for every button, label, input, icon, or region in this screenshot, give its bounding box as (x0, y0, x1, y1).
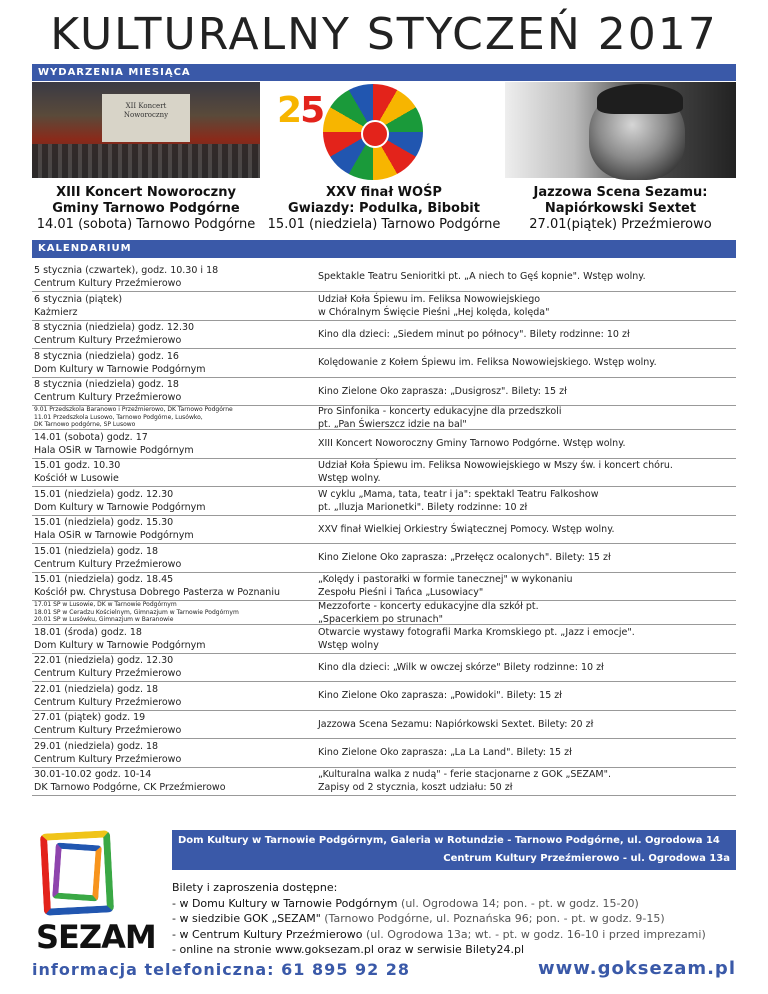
event-description-line: Kino Zielone Oko zaprasza: „La La Land". Bilety: 15 zł (318, 747, 572, 759)
event-when-line: Dom Kultury w Tarnowie Podgórnym (34, 639, 206, 651)
event-when-line: Centrum Kultury Przeźmierowo (34, 558, 182, 570)
event-when-line: 8 stycznia (niedziela) godz. 16 (34, 350, 179, 362)
phone-info: informacja telefoniczna: 61 895 92 28 (32, 960, 411, 979)
concert-photo (32, 82, 260, 178)
event-when-where (32, 624, 314, 654)
event-description (314, 270, 736, 283)
event-when-line: Centrum Kultury Przeźmierowo (34, 696, 182, 708)
event-when-line: Dom Kultury w Tarnowie Podgórnym (34, 363, 206, 375)
footer (32, 960, 736, 984)
event-when-where (32, 376, 314, 406)
event-when-where (32, 571, 314, 601)
event-when-line: 8 stycznia (niedziela) godz. 12.30 (34, 322, 195, 334)
event-description-line: Kino Zielone Oko zaprasza: „Dusigrosz". Bilety: 15 zł (318, 385, 567, 397)
event-description (314, 437, 736, 450)
event-when-where (32, 599, 314, 626)
event-when-line: Kościół w Lusowie (34, 473, 119, 485)
event-when-line: Dom Kultury w Tarnowie Podgórnym (34, 501, 206, 513)
event-when-where (32, 457, 314, 487)
event-when-line: 29.01 (niedziela) godz. 18 (34, 740, 159, 752)
tickets-item: - online na stronie www.goksezam.pl oraz w serwisie Bilety24.pl (172, 943, 525, 956)
calendar-row (32, 654, 736, 683)
event-description (314, 661, 736, 674)
event-when-where (32, 262, 314, 292)
event-when-line: 15.01 (niedziela) godz. 12.30 (34, 488, 174, 500)
event-when-line: Centrum Kultury Przeźmierowo (34, 725, 182, 737)
event-description-line: Kino Zielone Oko zaprasza: „Powidoki". Bilety: 15 zł (318, 690, 562, 702)
event-description-line: Jazzowa Scena Sezamu: Napiórkowski Sextet. Bilety: 20 zł (318, 718, 594, 730)
event-when-line: 9.01 Przedszkola Baranowo i Przeźmierowo, DK Tarnowo Podgórne (34, 406, 233, 414)
event-when-where (32, 348, 314, 378)
event-when-line: 15.01 (niedziela) godz. 15.30 (34, 517, 174, 529)
event-when-line: 6 stycznia (piątek) (34, 293, 123, 305)
event-when-line: 15.01 (niedziela) godz. 18.45 (34, 574, 174, 586)
event-when-line: Każmierz (34, 306, 78, 318)
event-description-line: Mezzoforte - koncerty edukacyjne dla szkół pt. (318, 600, 539, 612)
calendar-row (32, 292, 736, 321)
event-when-line: Centrum Kultury Przeźmierowo (34, 668, 182, 680)
event-when-line: 27.01 (piątek) godz. 19 (34, 712, 146, 724)
event-description-line: w Chóralnym Święcie Pieśni „Hej kolęda, kolęda" (318, 306, 550, 318)
event-description (314, 328, 736, 341)
page-title: KULTURALNY STYCZEŃ 2017 (50, 9, 718, 60)
logo-text: SEZAM (36, 918, 156, 956)
tickets-info (172, 880, 736, 958)
event-when-where (32, 681, 314, 711)
website-link[interactable]: www.goksezam.pl (538, 958, 736, 979)
event-description (314, 385, 736, 398)
event-description (314, 459, 736, 485)
calendar-row (32, 573, 736, 602)
photo-banner-line1: XII Koncert (125, 102, 167, 110)
event-description (314, 689, 736, 702)
event-description (314, 573, 736, 599)
calendar-row (32, 544, 736, 573)
calendar-row (32, 601, 736, 625)
address-banner (172, 830, 736, 870)
event-description-line: Kino dla dzieci: „Siedem minut po północy". Bilety rodzinne: 10 zł (318, 328, 630, 340)
calendar-row (32, 516, 736, 545)
event-when-where (32, 319, 314, 349)
calendar-row (32, 378, 736, 407)
event-when-line: 14.01 (sobota) godz. 17 (34, 431, 148, 443)
calendar-row (32, 711, 736, 740)
event-description-line: Kolędowanie z Kołem Śpiewu im. Feliksa Nowowiejskiego. Wstęp wolny. (318, 357, 657, 369)
highlight-caption-jazz: Jazzowa Scena Sezamu: Napiórkowski Sextet 27.01(piątek) Przeźmierowo (529, 185, 712, 232)
event-when-line: 22.01 (niedziela) godz. 18 (34, 683, 159, 695)
event-when-line: 18.01 SP w Ceradzu Kościelnym, Gimnazjum w Tarnowie Podgórnym (34, 608, 239, 616)
event-description-line: Wstęp wolny (318, 639, 379, 651)
event-when-where (32, 738, 314, 768)
event-description-line: Zespołu Pieśni i Tańca „Lusowiacy" (318, 587, 484, 599)
calendar-row (32, 682, 736, 711)
event-description (314, 718, 736, 731)
event-when-line: Hala OSiR w Tarnowie Podgórnym (34, 530, 194, 542)
event-when-line: 17.01 SP w Lusowie, DK w Tarnowie Podgórnym (34, 601, 177, 609)
event-when-line: DK Tarnowo podgórne, SP Lusowo (34, 421, 136, 429)
sezam-logo (32, 830, 156, 960)
event-when-where (32, 291, 314, 321)
event-description (314, 768, 736, 794)
event-description-line: pt. „Iluzja Marionetki". Bilety rodzinne: 10 zł (318, 501, 528, 513)
event-when-line: Centrum Kultury Przeźmierowo (34, 277, 182, 289)
event-description-line: Udział Koła Śpiewu im. Feliksa Nowowiejskiego w Mszy św. i koncert chóru. (318, 460, 673, 472)
event-description (314, 551, 736, 564)
event-when-line: 15.01 (niedziela) godz. 18 (34, 545, 159, 557)
events-section-header: WYDARZENIA MIESIĄCA (32, 64, 736, 81)
event-description-line: „Kulturalna walka z nudą" - ferie stacjonarne z GOK „SEZAM". (318, 769, 611, 781)
calendar-row (32, 406, 736, 430)
calendar-row (32, 625, 736, 654)
calendar-row (32, 321, 736, 350)
event-when-line: 22.01 (niedziela) godz. 12.30 (34, 655, 174, 667)
calendar-row (32, 459, 736, 488)
wosp-logo-image: 25 (271, 82, 497, 178)
event-description-line: Wstęp wolny. (318, 473, 381, 485)
highlight-caption-concert: XIII Koncert Noworoczny Gminy Tarnowo Podgórne 14.01 (sobota) Tarnowo Podgórne (36, 185, 256, 232)
tickets-item: - w siedzibie GOK „SEZAM" (Tarnowo Podgórne, ul. Poznańska 96; pon. - pt. w godz. 9-15) (172, 912, 665, 925)
event-when-where (32, 543, 314, 573)
event-description-line: Kino dla dzieci: „Wilk w owczej skórze" Bilety rodzinne: 10 zł (318, 661, 604, 673)
calendar-row (32, 349, 736, 378)
event-description-line: Kino Zielone Oko zaprasza: „Przełęcz ocalonych". Bilety: 15 zł (318, 552, 611, 564)
tickets-heading: Bilety i zaproszenia dostępne: (172, 881, 338, 894)
event-description (314, 746, 736, 759)
calendar-list (32, 262, 736, 796)
event-when-where (32, 766, 314, 796)
event-when-where (32, 429, 314, 459)
calendar-row (32, 487, 736, 516)
tickets-item: - w Centrum Kultury Przeźmierowo (ul. Ogrodowa 13a; wt. - pt. w godz. 16-10 i przed imprezami) (172, 927, 706, 941)
event-when-line: Centrum Kultury Przeźmierowo (34, 392, 182, 404)
event-when-line: 18.01 (środa) godz. 18 (34, 626, 142, 638)
event-when-line: Centrum Kultury Przeźmierowo (34, 753, 182, 765)
event-description (314, 405, 736, 431)
event-when-line: 15.01 godz. 10.30 (34, 460, 121, 472)
event-description-line: Otwarcie wystawy fotografii Marka Kromskiego pt. „Jazz i emocje". (318, 626, 635, 638)
event-when-line: 20.01 SP w Lusówku, Gimnazjum w Baranowie (34, 616, 174, 624)
event-description-line: Spektakle Teatru Senioritki pt. „A niech to Gęś kopnie". Wstęp wolny. (318, 271, 646, 282)
calendar-row (32, 768, 736, 797)
event-when-line: Kościół pw. Chrystusa Dobrego Pasterza w Poznaniu (34, 587, 280, 599)
event-when-line: 8 stycznia (niedziela) godz. 18 (34, 379, 179, 391)
event-description-line: XIII Koncert Noworoczny Gminy Tarnowo Podgórne. Wstęp wolny. (318, 438, 626, 450)
event-when-where (32, 486, 314, 516)
event-description (314, 523, 736, 536)
event-description (314, 488, 736, 514)
event-when-line: Centrum Kultury Przeźmierowo (34, 335, 182, 347)
photo-banner-line2: Noworoczny (123, 111, 169, 119)
event-description (314, 293, 736, 319)
calendar-section-header: KALENDARIUM (32, 240, 736, 258)
event-description-line: Udział Koła Śpiewu im. Feliksa Nowowiejskiego (318, 293, 541, 305)
event-when-where (32, 652, 314, 682)
event-when-line: 11.01 Przedszkola Lusowo, Tarnowo Podgórne, Lusówko, (34, 413, 203, 421)
jazz-musician-photo (505, 82, 736, 178)
event-description-line: Pro Sinfonika - koncerty edukacyjne dla przedszkoli (318, 405, 562, 417)
event-when-where (32, 404, 314, 431)
event-when-line: 30.01-10.02 godz. 10-14 (34, 769, 152, 781)
event-when-where (32, 709, 314, 739)
highlight-caption-wosp: XXV finał WOŚP Gwiazdy: Podulka, Bibobit 15.01 (niedziela) Tarnowo Podgórne (267, 185, 501, 232)
calendar-row (32, 430, 736, 459)
event-description-line: pt. „Pan Świerszcz idzie na bal" (318, 418, 467, 430)
event-when-line: 5 stycznia (czwartek), godz. 10.30 i 18 (34, 264, 219, 276)
event-description (314, 356, 736, 369)
calendar-row (32, 739, 736, 768)
event-description-line: W cyklu „Mama, tata, teatr i ja": spektakl Teatru Falkoshow (318, 488, 599, 500)
address-line-2: Centrum Kultury Przeźmierowo - ul. Ogrodowa 13a (443, 853, 730, 864)
tickets-item: - w Domu Kultury w Tarnowie Podgórnym (ul. Ogrodowa 14; pon. - pt. w godz. 15-20) (172, 896, 639, 910)
event-description-line: Zapisy od 2 stycznia, koszt udziału: 50 zł (318, 782, 513, 794)
event-description (314, 626, 736, 652)
event-when-where (32, 514, 314, 544)
calendar-row (32, 262, 736, 292)
address-line-1: Dom Kultury w Tarnowie Podgórnym, Galeria w Rotundzie - Tarnowo Podgórne, ul. Ogrodowa 14 (178, 835, 720, 846)
event-description-line: XXV finał Wielkiej Orkiestry Świątecznej Pomocy. Wstęp wolny. (318, 523, 615, 535)
event-when-line: Hala OSiR w Tarnowie Podgórnym (34, 444, 194, 456)
event-description-line: „Spacerkiem po strunach" (318, 613, 443, 625)
event-description-line: „Kolędy i pastorałki w formie tanecznej" w wykonaniu (318, 574, 573, 586)
event-when-line: DK Tarnowo Podgórne, CK Przeźmierowo (34, 782, 226, 794)
event-description (314, 600, 736, 626)
